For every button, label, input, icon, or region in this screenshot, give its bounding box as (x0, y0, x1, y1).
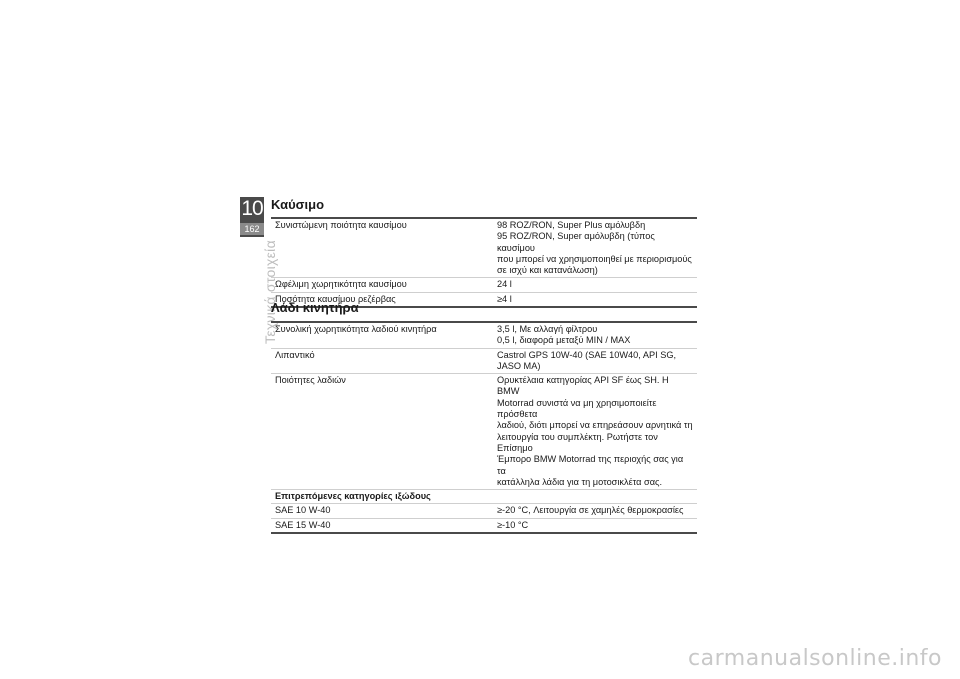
row-label: Συνολική χωρητικότητα λαδιού κινητήρα (271, 322, 493, 348)
row-label: SAE 15 W-40 (271, 518, 493, 533)
row-value (493, 374, 697, 490)
value-line: ≥4 l (497, 293, 512, 304)
viscosity-heading: Επιτρεπόμενες κατηγορίες ιξώδους (271, 490, 697, 504)
value-line: λειτουργία του συμπλέκτη. Ρωτήστε τον Επίσημο (497, 431, 658, 453)
fuel-table (271, 217, 697, 308)
row-label: Ωφέλιμη χωρητικότητα καυσίμου (271, 278, 493, 292)
oil-title: Λάδι κινητήρα (271, 300, 359, 315)
value-line: Castrol GPS 10W-40 (SAE 10W40, API SG, (497, 349, 677, 360)
row-value: ≥-20 °C, Λειτουργία σε χαμηλές θερμοκρασίες (493, 504, 697, 518)
oil-table (271, 321, 697, 534)
row-value (493, 278, 697, 292)
value-line: 98 ROZ/RON, Super Plus αμόλυβδη (497, 220, 646, 230)
chapter-marker (240, 197, 264, 237)
row-value (493, 348, 697, 374)
value-line: Έμπορο BMW Motorrad της περιοχής σας για τα (497, 454, 684, 476)
row-label: Λιπαντικό (271, 348, 493, 374)
table-row (271, 348, 697, 374)
value-line: 0,5 l, διαφορά μεταξύ MIN / MAX (497, 335, 631, 346)
chapter-side-title: Τεχνικά στοιχεία (262, 240, 278, 344)
row-label: SAE 10 W-40 (271, 504, 493, 518)
table-row (271, 504, 697, 518)
value-line: 95 ROZ/RON, Super αμόλυβδη (τύπος καυσίμου (497, 231, 655, 253)
table-row (271, 218, 697, 278)
row-label: Ποσότητα καυσίμου ρεζέρβας (271, 292, 493, 307)
chapter-number: 10 (241, 197, 263, 220)
page-number: 162 (240, 223, 264, 235)
oil-section (271, 300, 697, 534)
row-value (493, 322, 697, 348)
row-label: Ποιότητες λαδιών (271, 374, 493, 490)
value-line: κατάλληλα λάδια για τη μοτοσικλέτα σας. (497, 476, 662, 487)
fuel-title: Καύσιμο (271, 197, 325, 212)
value-line: σε ισχύ και κατανάλωση) (497, 265, 598, 276)
row-label: Συνιστώμενη ποιότητα καυσίμου (271, 218, 493, 278)
value-line: που μπορεί να χρησιμοποιηθεί με περιορισμούς (497, 253, 692, 264)
fuel-section (271, 197, 697, 308)
table-row (271, 374, 697, 490)
row-value (493, 218, 697, 278)
table-row (271, 518, 697, 533)
table-row (271, 278, 697, 292)
table-row (271, 490, 697, 504)
value-line: 3,5 l, Με αλλαγή φίλτρου (497, 324, 598, 334)
value-line: λαδιού, διότι μπορεί να επηρεάσουν αρνητικά τη (497, 420, 693, 431)
value-line: Motorrad συνιστά να μη χρησιμοποιείτε πρόσθετα (497, 397, 657, 420)
table-row (271, 322, 697, 348)
value-line: Ορυκτέλαια κατηγορίας API SF έως SH. Η BMW (497, 375, 669, 397)
value-line: JASO MA) (497, 360, 541, 371)
value-line: 24 l (497, 279, 512, 290)
row-value: ≥-10 °C (493, 518, 697, 533)
watermark: carmanualsonline.info (688, 646, 942, 671)
